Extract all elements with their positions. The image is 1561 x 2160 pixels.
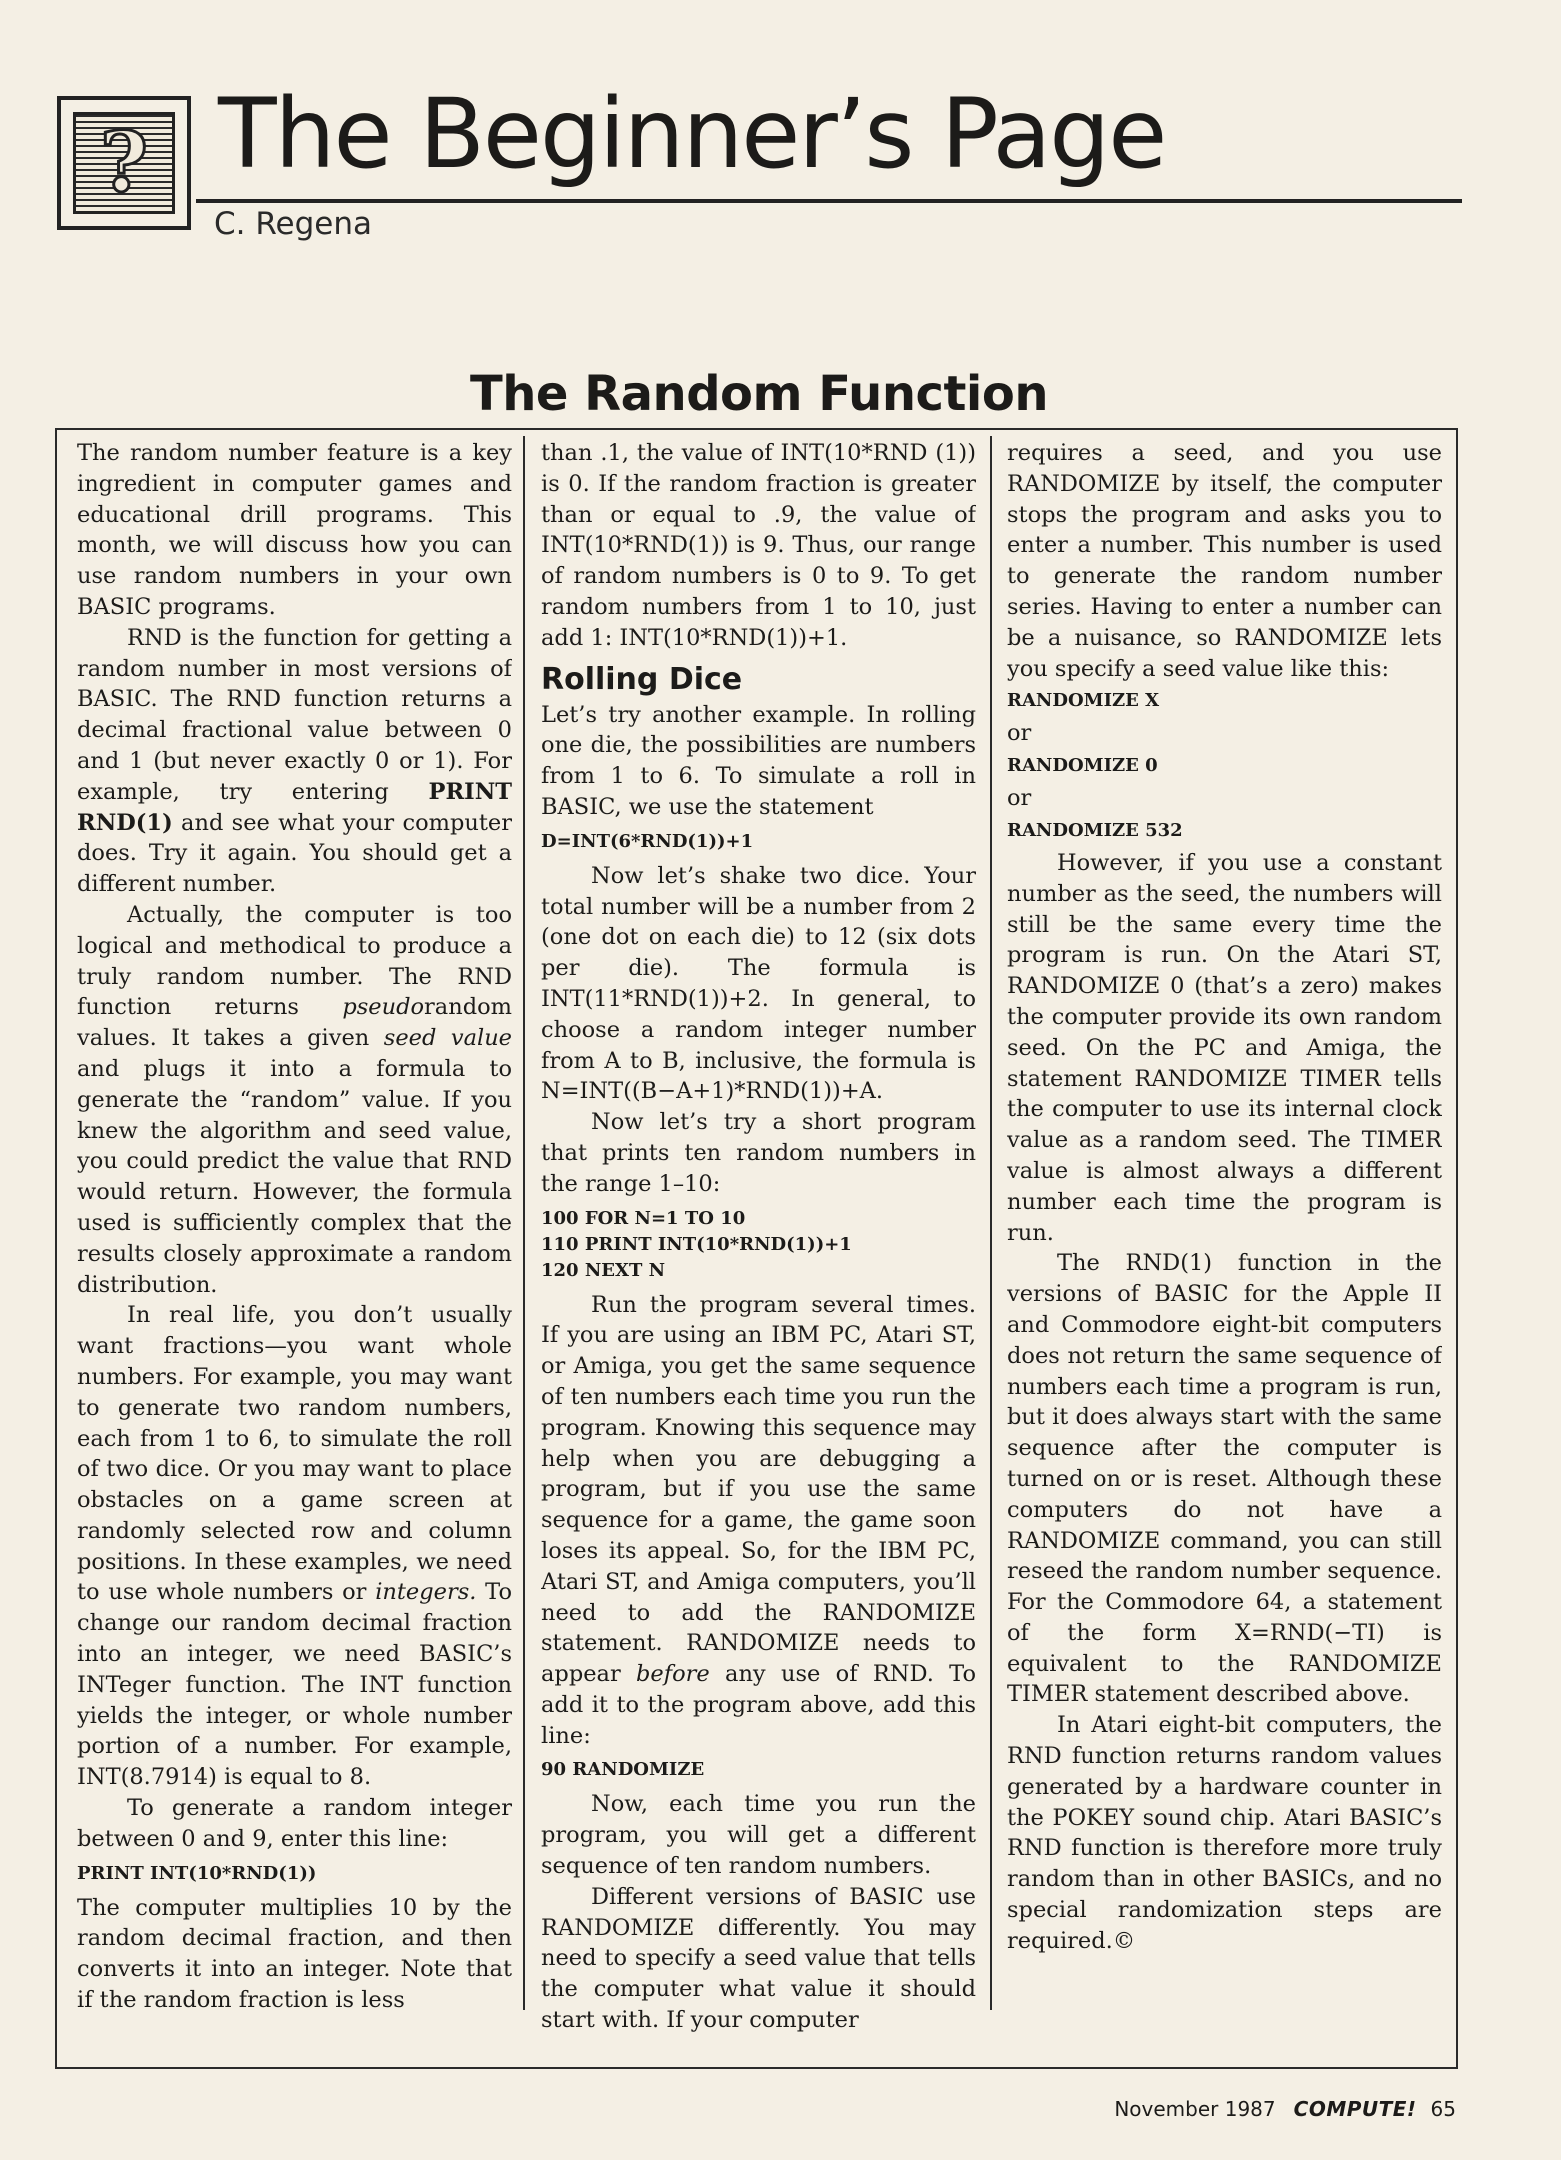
magazine-brand: COMPUTE! (1293, 2097, 1417, 2121)
paragraph: To generate a random integer between 0 and 9, enter this line: (77, 1795, 512, 1852)
paragraph: Now let’s shake two dice. Your total number will be a number from 2 (one dot on each die) to 12 (six dots per die). The formula is INT(11*RND(1))+2. In general, to choose a random integer number from A to B, inclusive, the formula is N=INT((B−A+1)*RND(1))+A. (541, 862, 976, 1105)
connector-text: or (1007, 785, 1032, 812)
code-listing: PRINT INT(10*RND(1)) (77, 1862, 317, 1884)
column-3 (1007, 438, 1442, 2063)
paragraph: The RND(1) function in the versions of BASIC for the Apple II and Commodore eight-bit computers does not return the same sequence of numbers each time a program is run, but it does always start with the same sequence after the computer is turned on or is reset. Although these computers do not have a RANDOMIZE command, you can still reseed the random number sequence. For the Commodore 64, a statement of the form X=RND(−TI) is equivalent to the RANDOMIZE TIMER statement described above. (1007, 1250, 1442, 1708)
paragraph: RND is the function for getting a random number in most versions of BASIC. The RND function returns a decimal fractional value between 0 and 1 (but never exactly 0 or 1). For example, try entering PRINT RND(1) and see what your computer does. Try it again. You should get a different number. (77, 624, 512, 898)
paragraph: Now let’s try a short program that prints ten random numbers in the range 1–10: (541, 1109, 976, 1197)
paragraph: requires a seed, and you use RANDOMIZE by itself, the computer stops the program and asks you to enter a number. This number is used to generate the random number series. Having to enter a number can be a nuisance, so RANDOMIZE lets you specify a seed value like this: (1007, 440, 1442, 682)
paragraph: Let’s try another example. In rolling one die, the possibilities are numbers from 1 to 6. To simulate a roll in BASIC, we use the statement (541, 701, 976, 820)
code-listing: RANDOMIZE 532 (1007, 819, 1183, 841)
beginners-page-logo (57, 96, 191, 230)
paragraph: In Atari eight-bit computers, the RND function returns random values generated by a hardware counter in the POKEY sound chip. Atari BASIC’s RND function is therefore more truly random than in other BASICs, and no special randomization steps are required.© (1007, 1712, 1442, 1954)
page-footer (1000, 2097, 1456, 2121)
question-mark-icon: ? (99, 115, 149, 211)
article-title: The Random Function (469, 366, 1048, 422)
paragraph: In real life, you don’t usually want fractions—you want whole numbers. For example, you may want to generate two random numbers, each from 1 to 6, to simulate the roll of two dice. Or you may want to place obstacles on a game screen at randomly selected row and column positions. In these examples, we need to use whole numbers or integers. To change our random decimal fraction into an integer, we need BASIC’s INTeger function. The INT function yields the integer, or whole number portion of a number. For example, INT(8.7914) is equal to 8. (77, 1302, 512, 1791)
paragraph: Now, each time you run the program, you will get a different sequence of ten random numbers. (541, 1791, 976, 1880)
column-2 (541, 438, 976, 2063)
section-heading: Rolling Dice (541, 661, 743, 697)
issue-date: November 1987 (1114, 2097, 1276, 2121)
page-number: 65 (1430, 2097, 1456, 2121)
column-divider (990, 436, 992, 2010)
paragraph: Run the program several times. If you are using an IBM PC, Atari ST, or Amiga, you get the same sequence of ten numbers each time you run the program. Knowing this sequence may help when you are debugging a program, but if you use the same sequence for a game, the game soon loses its appeal. So, for the IBM PC, Atari ST, and Amiga computers, you’ll need to add the RANDOMIZE statement. RANDOMIZE needs to appear before any use of RND. To add it to the program above, add this line: (541, 1291, 976, 1749)
code-listing: RANDOMIZE X (1007, 690, 1160, 712)
page-title: The Beginner’s Page (218, 78, 1166, 190)
paragraph: However, if you use a constant number as the seed, the numbers will still be the same every time the program is run. On the Atari ST, RANDOMIZE 0 (that’s a zero) makes the computer provide its own random seed. On the PC and Amiga, the statement RANDOMIZE TIMER tells the computer to use its internal clock value as a random seed. The TIMER value is almost always a different number each time the program is run. (1007, 849, 1442, 1246)
header-divider (196, 199, 1462, 203)
author-byline: C. Regena (214, 206, 372, 242)
end-mark-icon: © (1112, 1927, 1136, 1954)
connector-text: or (1007, 720, 1032, 747)
inline-code: PRINT RND(1) (77, 778, 512, 836)
column-divider (523, 436, 525, 2010)
code-listing: D=INT(6*RND(1))+1 (541, 830, 754, 852)
code-listing: 90 RANDOMIZE (541, 1759, 705, 1781)
code-listing: 100 FOR N=1 TO 10 110 PRINT INT(10*RND(1))+1 120 NEXT N (541, 1207, 852, 1281)
paragraph: The random number feature is a key ingredient in computer games and educational drill programs. This month, we will discuss how you can use random numbers in your own BASIC programs. (77, 440, 512, 620)
paragraph: The computer multiplies 10 by the random decimal fraction, and then converts it into an integer. Note that if the random fraction is less (77, 1894, 512, 2014)
code-listing: RANDOMIZE 0 (1007, 755, 1158, 777)
column-1 (77, 438, 512, 2063)
paragraph: Different versions of BASIC use RANDOMIZE differently. You may need to specify a seed value that tells the computer what value it should start with. If your computer (541, 1883, 976, 2034)
paragraph: Actually, the computer is too logical and methodical to produce a truly random number. The RND function returns pseudorandom values. It takes a given seed value and plugs it into a formula to generate the “random” value. If you knew the algorithm and seed value, you could predict the value that RND would return. However, the formula used is sufficiently complex that the results closely approximate a random distribution. (77, 901, 512, 1298)
paragraph: than .1, the value of INT(10*RND (1)) is 0. If the random fraction is greater than or equal to .9, the value of INT(10*RND(1)) is 9. Thus, our range of random numbers is 0 to 9. To get random numbers from 1 to 10, just add 1: INT(10*RND(1))+1. (541, 440, 976, 651)
